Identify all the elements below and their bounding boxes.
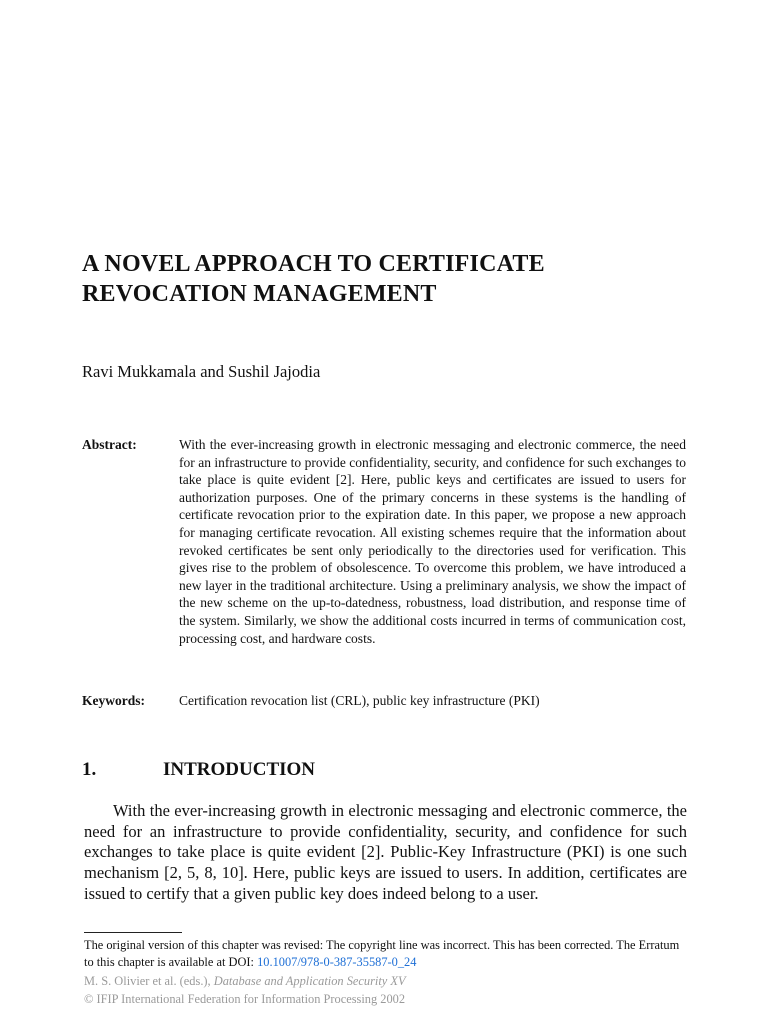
erratum-note [84, 937, 684, 970]
abstract-text: With the ever-increasing growth in electronic messaging and electronic commerce, the need for an infrastructure to provide confidentiality, security, and confidence for such exchanges to take place is quite evident [2]. Here, public keys and certificates are issued to users for authorization purposes. One of the primary concerns in these systems is the handling of certificate revocation prior to the expiration date. In this paper, we propose a new approach for managing certificate revocation. All existing schemes require that the information about revoked certificates be sent only periodically to the directories used for verification. This gives rise to the problem of obsolescence. To overcome this problem, we have introduced a new layer in the traditional architecture. Using a preliminary analysis, we show the impact of the new scheme on the up-to-datedness, robustness, load distribution, and response time of the system. Similarly, we show the additional costs incurred in terms of communication cost, processing cost, and hardware costs. [179, 437, 686, 646]
keywords-text: Certification revocation list (CRL), public key infrastructure (PKI) [179, 693, 540, 708]
paper-title [82, 249, 702, 309]
footer-copyright: © IFIP International Federation for Information Processing 2002 [84, 991, 406, 1006]
page-footer [84, 973, 684, 1008]
footnote-rule [84, 932, 182, 933]
footer-book-title: Database and Application Security XV [213, 974, 406, 988]
section-number: 1. [82, 759, 97, 780]
title-line-2: REVOCATION MANAGEMENT [82, 281, 437, 307]
title-line-1: A NOVEL APPROACH TO CERTIFICATE [82, 251, 545, 277]
abstract-label: Abstract: [82, 437, 137, 452]
section-title: INTRODUCTION [163, 759, 316, 780]
intro-paragraph: With the ever-increasing growth in electronic messaging and electronic commerce, the need for an infrastructure to provide confidentiality, security, and confidence for such exchanges to take place is quite evident [2]. Public-Key Infrastructure (PKI) is one such mechanism [2, 5, 8, 10]. Here, public keys are issued to users. In addition, certificates are issued to certify that a given public key does indeed belong to a user. [84, 801, 687, 903]
paper-authors: Ravi Mukkamala and Sushil Jajodia [82, 362, 321, 381]
keywords-label: Keywords: [82, 693, 145, 708]
erratum-text: The original version of this chapter was revised: The copyright line was incorrect. This has been corrected. The Erratum to this chapter is available at DOI: [84, 938, 680, 969]
footer-citation [84, 973, 684, 991]
doi-link[interactable]: 10.1007/978-0-387-35587-0_24 [257, 954, 417, 969]
footer-editors: M. S. Olivier et al. (eds.), [84, 974, 211, 988]
